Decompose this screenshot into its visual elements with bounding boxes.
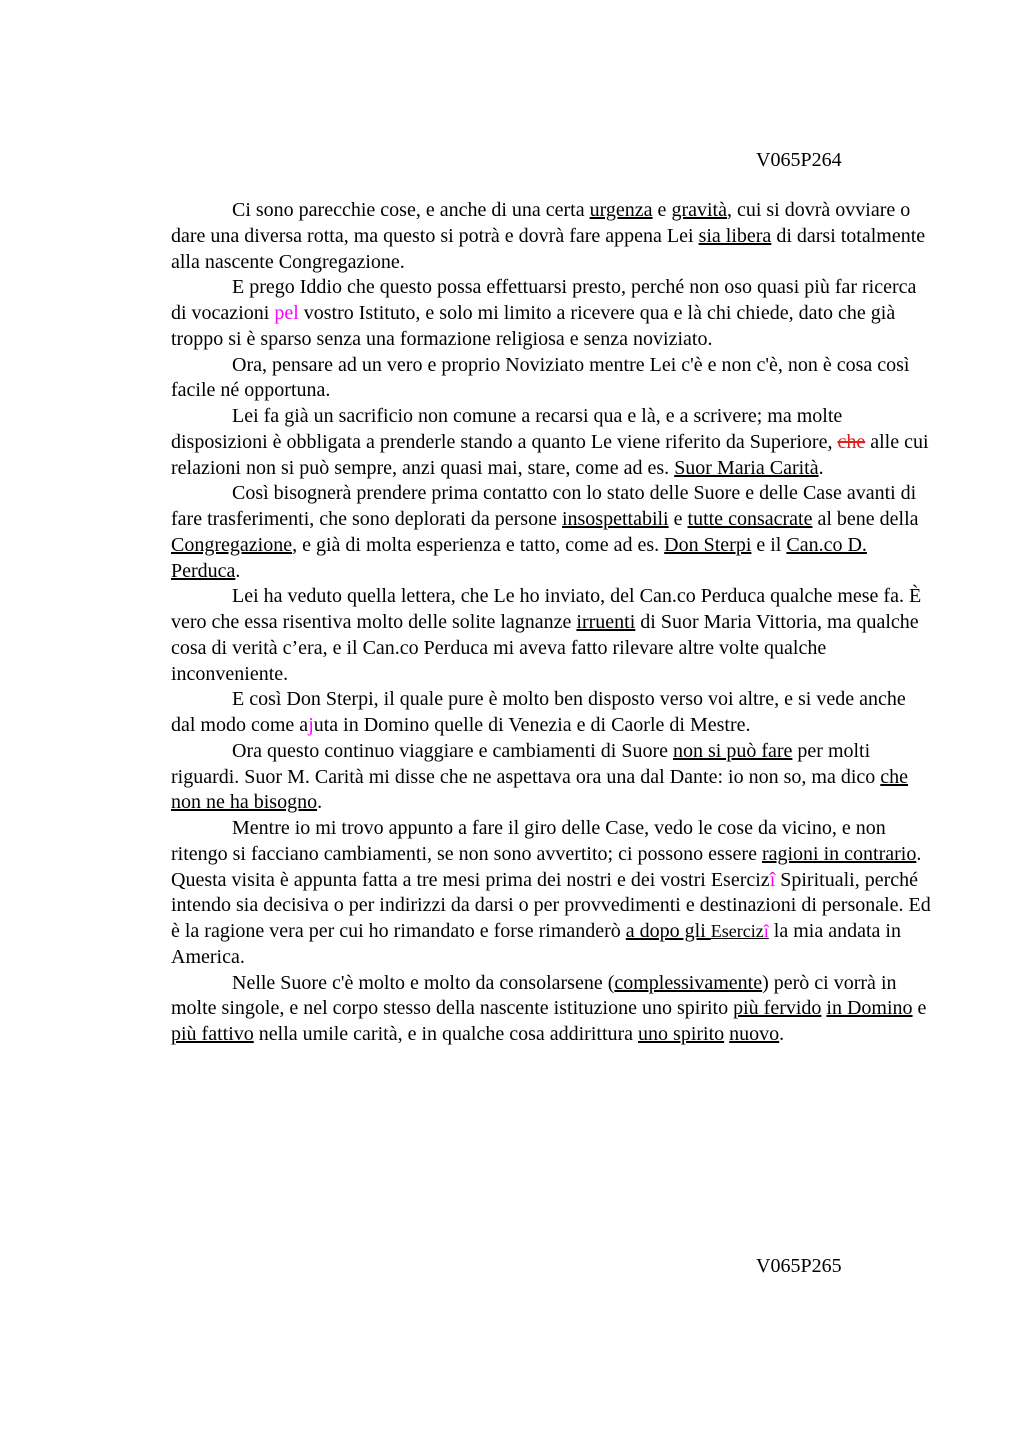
text-run: . <box>235 559 241 582</box>
text-run: al bene della <box>812 508 919 530</box>
page-reference-bottom: V065P265 <box>756 1255 842 1277</box>
text-run: Lei ha veduto quella lettera, che Le ho inviato, del Can.co Perduca qualche mese fa. È vero che essa risentiva molto delle solite lagnanze <box>171 585 922 633</box>
text-run: alle cui relazioni non si può sempre, anzi quasi mai, stare, come ad es. <box>171 430 929 479</box>
text-run <box>711 921 769 941</box>
text-run: . Questa visita è appunta fatta a tre mesi prima dei nostri e dei vostri Eserciz <box>171 842 922 891</box>
text-run: a dopo gli <box>625 920 711 942</box>
text-run: E prego Iddio che questo possa effettuarsi presto, perché non oso quasi più far ricerca di vocazioni <box>171 276 917 324</box>
letter-paragraph <box>171 584 933 687</box>
text-run: Ci sono parecchie cose, e anche di una certa <box>232 199 590 221</box>
letter-body <box>171 198 933 1048</box>
text-run: la mia andata in America. <box>171 920 901 968</box>
text-run: irruenti <box>576 611 636 633</box>
text-run: non si può fare <box>672 739 793 762</box>
text-run: tutte consacrate <box>687 508 813 530</box>
letter-paragraph <box>171 816 933 971</box>
letter-paragraph <box>171 739 933 816</box>
text-run: ragioni in contrario <box>761 842 917 865</box>
letter-paragraph <box>171 404 933 481</box>
text-run: Nelle Suore c'è molto e molto da consolarsene ( <box>232 971 615 994</box>
letter-paragraph <box>171 971 933 1048</box>
text-run-accent: î <box>763 921 769 941</box>
text-run: Lei fa già un sacrificio non comune a recarsi qua e là, e a scrivere; ma molte disposizioni è obbligata a prenderle stando a quanto Le viene riferito da Superiore, <box>171 405 843 453</box>
text-run: , e già di molta esperienza e tatto, come ad es. <box>292 533 665 556</box>
letter-paragraph <box>171 481 933 584</box>
letter-paragraph <box>171 353 933 405</box>
text-run: Spirituali, perché intendo sia decisiva o per indirizzi da darsi o per provvedimenti e destinazioni di personale. Ed è la ragione vera per cui ho rimandato e forse rimanderò <box>171 868 931 942</box>
text-run: Così bisognerà prendere prima contatto con lo stato delle Suore e delle Case avanti di fare trasferimenti, che sono deplorati da persone <box>171 482 917 530</box>
text-run: uta in Domino quelle di Venezia e di Caorle di Mestre. <box>313 714 751 736</box>
text-run: Ora questo continuo viaggiare e cambiamenti di Suore <box>232 739 673 762</box>
text-run: urgenza <box>589 199 653 221</box>
text-run: Don Sterpi <box>664 533 752 556</box>
text-run: Suor Maria Carità <box>674 456 819 479</box>
text-run: insospettabili <box>561 508 669 530</box>
text-run: Congregazione <box>171 533 293 556</box>
text-run: di Suor Maria Vittoria, ma qualche cosa di verità c’era, e il Can.co Perduca mi aveva fatto rilevare altre volte qualche inconveniente. <box>171 611 919 685</box>
text-run: E così Don Sterpi, il quale pure è molto ben disposto verso voi altre, e si vede anche dal modo come a <box>171 688 906 736</box>
letter-paragraph <box>171 275 933 352</box>
text-run: . <box>818 456 824 479</box>
letter-paragraph <box>171 687 933 739</box>
text-run: e il <box>751 533 787 556</box>
text-run: che <box>837 430 866 453</box>
text-run: più fervido <box>733 997 822 1020</box>
page-reference-top: V065P264 <box>756 149 842 171</box>
text-run: î <box>769 868 776 891</box>
text-run: sia libera <box>698 224 772 247</box>
text-run: di darsi totalmente alla nascente Congregazione. <box>171 224 926 273</box>
text-run: gravità <box>671 199 727 221</box>
text-run-base: Eserciz <box>710 921 764 941</box>
text-run: e <box>652 199 672 221</box>
text-run: e <box>668 508 688 530</box>
text-run: più fattivo <box>171 1023 254 1045</box>
text-run: in Domino <box>826 997 913 1020</box>
text-run: j <box>308 714 314 736</box>
text-run: che non ne ha bisogno <box>171 765 909 814</box>
letter-paragraph <box>171 198 933 275</box>
text-run: vostro Istituto, e solo mi limito a ricevere qua e là chi chiede, dato che già troppo si è sparso senza una formazione religiosa e senza noviziato. <box>171 302 896 350</box>
text-run: ) però ci vorrà in molte singole, e nel corpo stesso della nascente istituzione uno spirito <box>171 971 897 1020</box>
text-run: per molti riguardi. Suor M. Carità mi disse che ne aspettava ora una dal Dante: io non so, ma dico <box>171 739 881 788</box>
text-run: , cui si dovrà ovviare o dare una diversa rotta, ma questo si potrà e dovrà fare appena Lei <box>171 199 911 247</box>
text-run: e <box>912 997 927 1020</box>
text-run: pel <box>274 302 299 324</box>
text-run: . <box>317 791 323 814</box>
text-run: uno spirito <box>638 1023 725 1045</box>
text-run: nella umile carità, e in qualche cosa addirittura <box>253 1023 639 1045</box>
text-run: complessivamente <box>614 971 763 994</box>
text-run: nuovo <box>729 1023 780 1045</box>
text-run: . <box>779 1023 785 1045</box>
text-run: Mentre io mi trovo appunto a fare il giro delle Case, vedo le cose da vicino, e non ritengo si facciano cambiamenti, se non sono avvertito; ci possono essere <box>171 817 886 865</box>
text-run: Ora, pensare ad un vero e proprio Noviziato mentre Lei c'è e non c'è, non è cosa così facile né opportuna. <box>171 353 910 402</box>
text-run: Can.co D. Perduca <box>171 533 867 582</box>
